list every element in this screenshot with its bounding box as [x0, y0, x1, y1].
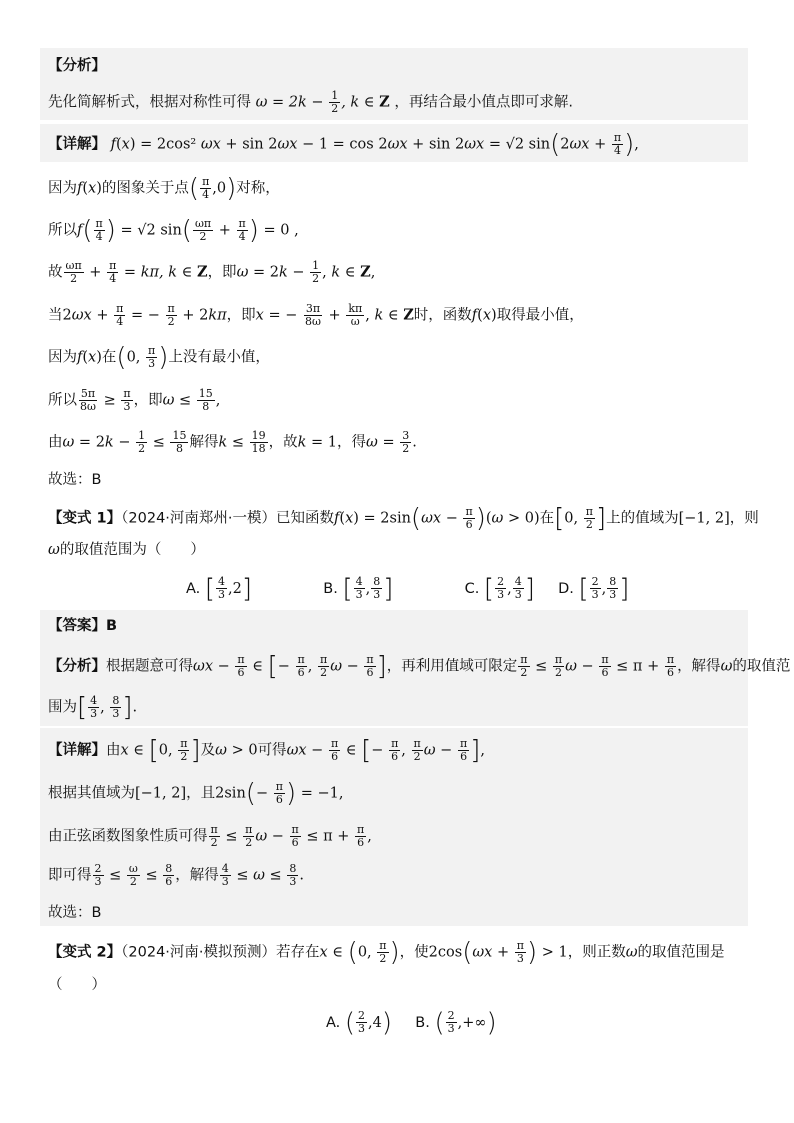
variant1-stem-2: ω的取值范围为（ ）: [48, 542, 205, 558]
analysis-pre: 先化简解析式，根据对称性可得: [48, 94, 251, 111]
variant2-stem: 【变式 2】（2024·河南·模拟预测）若存在x ∈ (0, $\frac{\pi}{2}$ )，使2cos(ωx + $\frac{\pi}{3}$ ) > 1，则正数ω的取值范围是: [48, 937, 725, 968]
analysis-post: ，再结合最小值点即可求解.: [394, 94, 573, 111]
formula-f: f: [110, 136, 116, 153]
option-a[interactable]: A. [ $\frac{4}{3}$ ,2]: [186, 573, 253, 604]
variant1-options: [186, 573, 630, 604]
detail-tag: 【详解】: [48, 136, 106, 153]
analysis-tag: 【分析】: [48, 58, 106, 74]
variant1-analysis: 【分析】根据题意可得ωx − $\frac{\pi}{6}$ ∈ [− $\frac{\pi}{6}$ , $\frac{\pi}{2}$ ω − $\frac{\pi}{6}$ ]，再利用值域可限定 $\frac{\pi}{2}$ ≤ $\frac{\pi}{2}$ ω − $\frac{\pi}{6}$ ≤ π + $\frac{\pi}{6}$ ，解得ω的取值范: [48, 651, 791, 682]
line-9: 由ω = 2k − $\frac{1}{2}$ ≤ $\frac{15}{8}$ 解得k ≤ $\frac{19}{18}$ ，故k = 1，得ω = $\frac{3}{2}$ .: [48, 429, 417, 455]
variant1-detail-4: 即可得 $\frac{2}{3}$ ≤ $\frac{\omega}{2}$ ≤ $\frac{8}{6}$ ，解得 $\frac{4}{3}$ ≤ ω ≤ $\frac{8}{3}$ .: [48, 862, 304, 888]
formula-omega: ω = 2k −: [255, 94, 329, 111]
line-7: 因为f(x)在(0, $\frac{\pi}{3}$ )上没有最小值，: [48, 342, 270, 373]
variant2-paren: （ ）: [48, 977, 106, 993]
detail-line: 【详解】 f(x) = 2cos² ωx + sin 2ωx − 1 = cos 2ωx + sin 2ωx = √2 sin(2ωx + $\frac{\pi}{4}$ ),: [48, 129, 639, 160]
variant1-detail-2: 根据其值域为[−1, 2]，且2sin(− $\frac{\pi}{6}$ ) = −1,: [48, 778, 344, 809]
variant1-detail-3: 由正弦函数图象性质可得 $\frac{\pi}{2}$ ≤ $\frac{\pi}{2}$ ω − $\frac{\pi}{6}$ ≤ π + $\frac{\pi}{6}$ ,: [48, 823, 372, 849]
choice-1: 故选：B: [48, 472, 102, 488]
line-6: 当2ωx + $\frac{\pi}{4}$ = − $\frac{\pi}{2}$ + 2kπ，即x = − $\frac{3\pi}{8\omega}$ + $\frac{k\pi}{\omega}$ , k ∈ Z时，函数f(x)取得最小值，: [48, 302, 584, 328]
line-3: 因为f(x)的图象关于点( $\frac{\pi}{4}$ ,0)对称，: [48, 173, 280, 204]
choice-2: 故选：B: [48, 905, 102, 921]
line-8: 所以 $\frac{5\pi}{8\omega}$ ≥ $\frac{\pi}{3}$ ，即ω ≤ $\frac{15}{8}$ ,: [48, 387, 221, 413]
option-c[interactable]: C. [ $\frac{2}{3}$ , $\frac{4}{3}$ ]: [464, 573, 535, 604]
variant2-options: [326, 1007, 497, 1038]
option-b[interactable]: B. ( $\frac{2}{3}$ ,+∞): [415, 1007, 497, 1038]
option-a[interactable]: A. ( $\frac{2}{3}$ ,4): [326, 1007, 393, 1038]
option-b[interactable]: B. [ $\frac{4}{3}$ , $\frac{8}{3}$ ]: [323, 573, 394, 604]
line-4: 所以f( $\frac{\pi}{4}$ ) = √2 sin( $\frac{\omega\pi}{2}$ + $\frac{\pi}{4}$ ) = 0 ,: [48, 215, 299, 246]
line-5: 故 $\frac{\omega\pi}{2}$ + $\frac{\pi}{4}$ = kπ, k ∈ Z，即ω = 2k − $\frac{1}{2}$ , k ∈ Z,: [48, 259, 376, 285]
option-d[interactable]: D. [ $\frac{2}{3}$ , $\frac{8}{3}$ ]: [558, 573, 630, 604]
frac-1-2: $\frac{1}{2}$: [331, 89, 339, 115]
variant1-detail-1: 【详解】由x ∈ [0, $\frac{\pi}{2}$ ]及ω > 0可得ωx − $\frac{\pi}{6}$ ∈ [− $\frac{\pi}{6}$ , $\frac{\pi}{2}$ ω − $\frac{\pi}{6}$ ],: [48, 735, 485, 766]
variant1-stem: 【变式 1】（2024·河南郑州·一模）已知函数f(x) = 2sin(ωx − $\frac{\pi}{6}$ )(ω > 0)在[0, $\frac{\pi}{2}$ ]上的值域为[−1, 2]，则: [48, 503, 759, 534]
variant1-analysis-2: 围为[ $\frac{4}{3}$ , $\frac{8}{3}$ ].: [48, 692, 138, 723]
analysis-line: 先化简解析式，根据对称性可得 ω = 2k − $\frac{1}{2}$ , k ∈ Z ，再结合最小值点即可求解.: [48, 89, 573, 115]
variant1-answer: 【答案】B: [48, 618, 118, 634]
